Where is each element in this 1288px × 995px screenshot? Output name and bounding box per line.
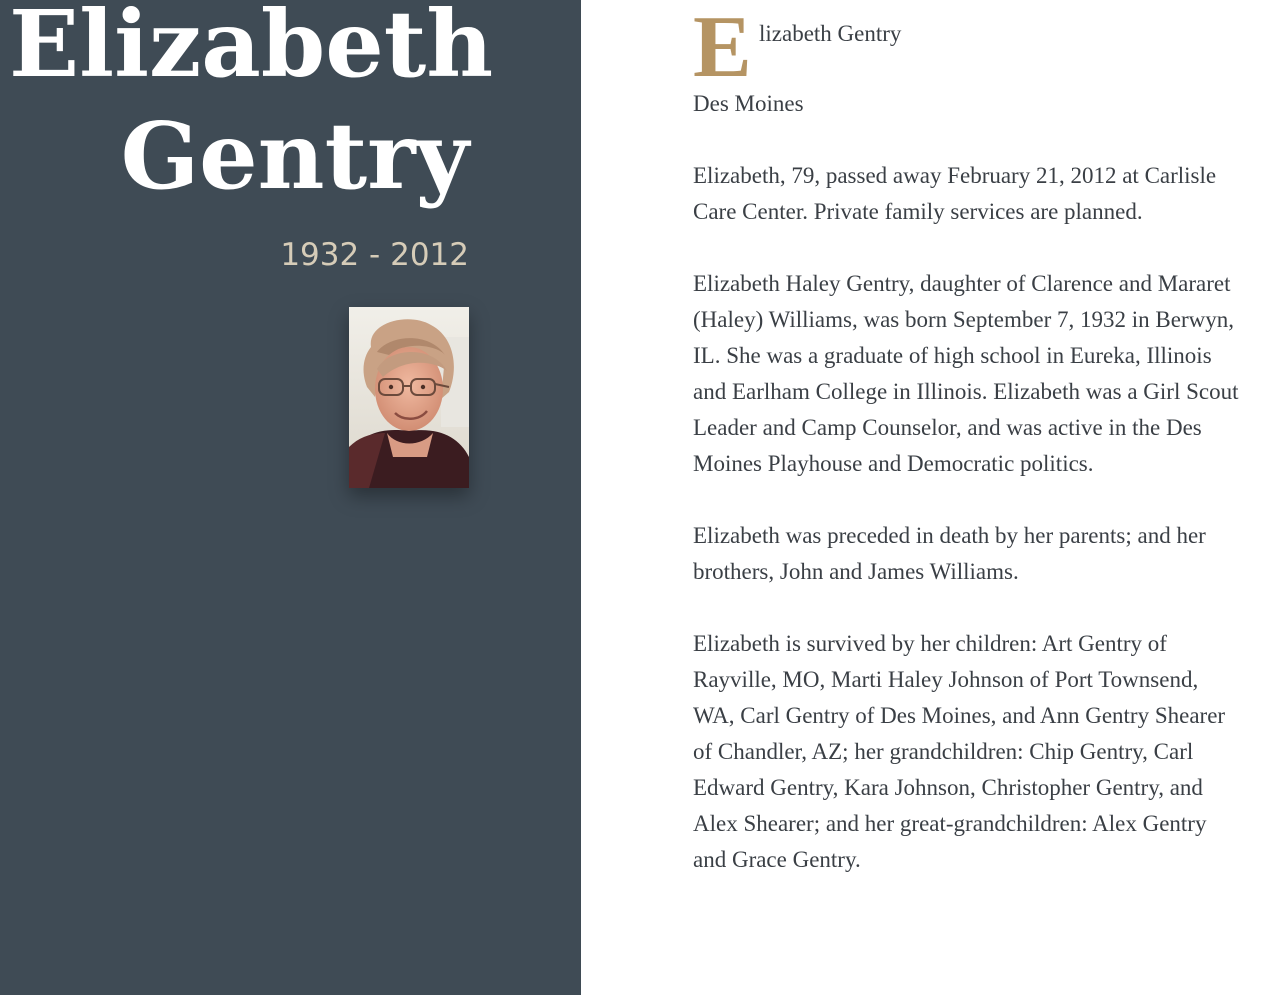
intro-name: lizabeth Gentry (759, 21, 902, 46)
obituary-intro (693, 0, 1241, 96)
last-name: Gentry (120, 102, 469, 210)
obituary-text (693, 0, 1241, 914)
deceased-name (9, 0, 494, 212)
obituary-paragraph-4: Elizabeth is survived by her children: Art Gentry of Rayville, MO, Marti Haley Johnson of Port Townsend, WA, Carl Gentry of Des Moines, and Ann Gentry Shearer of Chandler, AZ; her grandchildren: Chip Gentry, Carl Edward Gentry, Kara Johnson, Christopher Gentry, and Alex Shearer; and her great-grandchildren: Alex Gentry and Grace Gentry. (693, 631, 1226, 872)
obituary-paragraph-2: Elizabeth Haley Gentry, daughter of Clarence and Mararet (Haley) Williams, was born September 7, 1932 in Berwyn, IL. She was a graduate of high school in Eureka, Illinois and Earlham College in Illinois. Elizabeth was a Girl Scout Leader and Camp Counselor, and was active in the Des Moines Playhouse and Democratic politics. (693, 271, 1239, 476)
portrait-image (349, 307, 469, 488)
life-dates: 1932 - 2012 (280, 237, 469, 273)
obituary-paragraph-3: Elizabeth was preceded in death by her parents; and her brothers, John and James Williams. (693, 523, 1206, 584)
first-name: Elizabeth (9, 0, 494, 98)
portrait-photo[interactable] (349, 307, 469, 488)
drop-cap: E (693, 0, 752, 96)
obituary-sidebar (0, 0, 581, 995)
location: Des Moines (693, 91, 804, 116)
obituary-paragraph-1: Elizabeth, 79, passed away February 21, 2012 at Carlisle Care Center. Private family services are planned. (693, 163, 1217, 224)
